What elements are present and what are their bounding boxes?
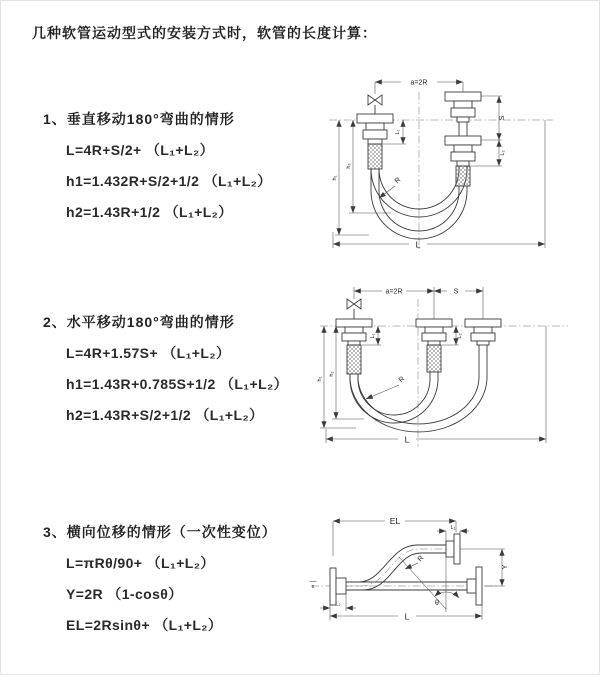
d2-label-r: R <box>397 375 407 385</box>
d3-label-y: Y <box>502 564 509 570</box>
d2-label-h1: h₁ <box>317 376 323 382</box>
d3-lower-right-flange <box>467 567 482 605</box>
d2-valve-icon <box>347 299 361 319</box>
section-2-formula-L: L=4R+1.57S+ （L₁+L₂） <box>66 345 231 361</box>
section-3-formula-Y: Y=2R （1-cosθ） <box>66 586 183 602</box>
d2-right-fitting <box>465 319 501 345</box>
d3-label-l: L <box>404 611 410 622</box>
d2-hose-curves <box>350 345 487 432</box>
d1-label-l1: L₁ <box>395 129 401 135</box>
d3-upper-right-flange <box>446 534 460 564</box>
section-3-formula-L: L=πRθ/90+ （L₁+L₂） <box>66 555 215 571</box>
section-3 <box>43 522 277 635</box>
lateral-displacement-diagram <box>299 504 599 649</box>
section-1-heading: 1、垂直移动180°弯曲的情形 <box>43 111 235 127</box>
section-1-formula-h2: h2=1.43R+1/2 （L₁+L₂） <box>66 204 233 220</box>
d3-left-flange <box>330 568 346 605</box>
d2-middle-fitting <box>416 319 452 372</box>
section-1-formula-h1: h1=1.432R+S/2+1/2 （L₁+L₂） <box>66 173 272 189</box>
d1-left-fitting <box>357 114 393 169</box>
d3-label-el: EL <box>389 516 401 526</box>
d3-label-r: R <box>416 554 426 564</box>
d1-valve-icon <box>368 95 382 114</box>
d1-dimension-lines <box>333 79 545 248</box>
d1-label-r: R <box>393 176 403 186</box>
vertical-180-bend-diagram <box>313 74 600 264</box>
d3-label-theta: θ <box>435 600 439 607</box>
d3-label-l2: L₂ <box>335 601 341 608</box>
d3-hose-curve <box>346 545 446 590</box>
section-3-heading: 3、横向位移的情形（一次性变位） <box>43 524 277 540</box>
section-2-formula-h1: h1=1.43R+0.785S+1/2 （L₁+L₂） <box>66 376 289 392</box>
d1-label-l2: L₂ <box>500 150 506 156</box>
section-2-formula-h2: h2=1.43R+S/2+1/2 （L₁+L₂） <box>66 407 264 423</box>
d1-right-fitting-upper <box>445 92 481 122</box>
section-2 <box>43 312 288 425</box>
d2-left-fitting <box>336 319 372 374</box>
d1-label-h2: h₂ <box>346 163 352 169</box>
d2-label-h2: h₂ <box>329 371 335 377</box>
d3-label-l1: L₁ <box>450 525 456 531</box>
d2-label-l: L <box>404 434 410 445</box>
d3-datum-mark: x <box>311 584 315 590</box>
d1-label-s: S <box>499 115 506 121</box>
d2-label-s: S <box>453 288 459 296</box>
d2-label-l2: L₂ <box>457 333 463 339</box>
d1-label-h1: h₁ <box>332 175 338 181</box>
section-1 <box>43 109 272 222</box>
d2-label-a2r: a=2R <box>385 288 403 296</box>
d1-right-fitting-lower <box>445 136 481 186</box>
page-title: 几种软管运动型式的安装方式时，软管的长度计算： <box>32 25 377 41</box>
section-1-formula-L: L=4R+S/2+ （L₁+L₂） <box>66 142 214 158</box>
d1-label-l: L <box>415 239 421 250</box>
horizontal-180-bend-diagram <box>306 279 600 454</box>
section-3-formula-EL: EL=2Rsinθ+ （L₁+L₂） <box>66 617 223 633</box>
section-2-heading: 2、水平移动180°弯曲的情形 <box>43 314 235 330</box>
d1-label-a2r: a=2R <box>410 79 428 87</box>
d2-label-l1: L₁ <box>370 333 376 339</box>
